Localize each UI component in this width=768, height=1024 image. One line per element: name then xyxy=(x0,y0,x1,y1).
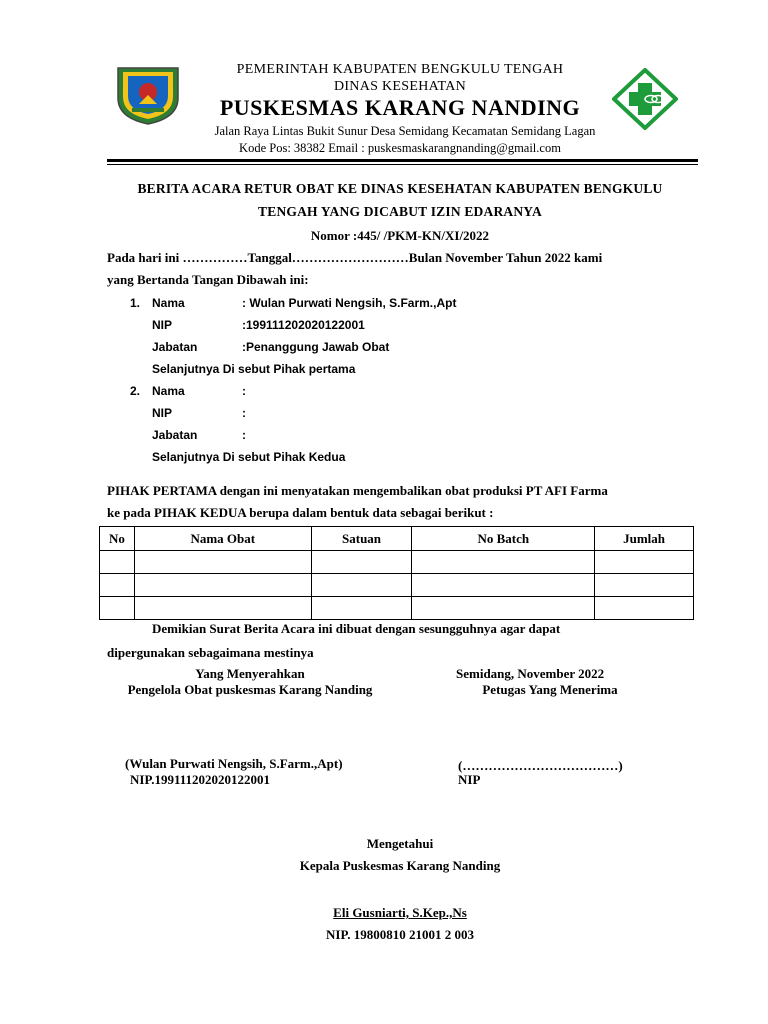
closing-line2: dipergunakan sebagaimana mestinya xyxy=(107,645,314,660)
column-header-satuan: Satuan xyxy=(311,527,412,551)
party2-nip-label: NIP xyxy=(152,406,173,420)
party1-note: Selanjutnya Di sebut Pihak pertama xyxy=(152,362,356,376)
column-header-no: No xyxy=(100,527,135,551)
party1-jabatan-value: :Penanggung Jawab Obat xyxy=(242,340,390,354)
left-signer-name: (Wulan Purwati Nengsih, S.Farm.,Apt) xyxy=(125,756,343,771)
table-cell xyxy=(100,574,135,597)
right-signer-nip: NIP xyxy=(458,772,481,787)
table-cell xyxy=(412,597,595,620)
column-header-jumlah: Jumlah xyxy=(595,527,694,551)
approval-label: Mengetahui xyxy=(366,836,434,851)
document-title-line1: BERITA ACARA RETUR OBAT KE DINAS KESEHATAN KABUPATEN BENGKULU xyxy=(137,181,663,196)
table-cell xyxy=(412,551,595,574)
party1-nip-value: :199111202020122001 xyxy=(242,318,365,332)
party1-name-value: : Wulan Purwati Nengsih, S.Farm.,Apt xyxy=(242,296,457,310)
party2-number: 2. xyxy=(130,384,141,398)
statement-line1: PIHAK PERTAMA dengan ini menyatakan mengembalikan obat produksi PT AFI Farma xyxy=(107,483,608,498)
header-address: Jalan Raya Lintas Bukit Sunur Desa Semidang Kecamatan Semidang Lagan xyxy=(214,124,596,138)
party1-jabatan-label: Jabatan xyxy=(152,340,198,354)
left-signer-nip: NIP.199111202020122001 xyxy=(130,772,271,787)
party2-nip-value: : xyxy=(242,406,246,420)
header-line-government: PEMERINTAH KABUPATEN BENGKULU TENGAH xyxy=(236,62,564,77)
table-cell xyxy=(412,574,595,597)
right-signer-name: (………………………………) xyxy=(458,758,623,773)
table-cell xyxy=(100,551,135,574)
right-signer-role: Petugas Yang Menerima xyxy=(482,682,618,697)
document-title-line2: TENGAH YANG DICABUT IZIN EDARANYA xyxy=(258,204,542,219)
party1-name-label: Nama xyxy=(152,296,185,310)
table-cell xyxy=(100,597,135,620)
table-row xyxy=(100,597,694,620)
table-cell xyxy=(595,574,694,597)
table-cell xyxy=(595,597,694,620)
column-header-no-batch: No Batch xyxy=(412,527,595,551)
table-row xyxy=(100,574,694,597)
left-signer-role2: Pengelola Obat puskesmas Karang Nanding xyxy=(127,682,373,697)
party2-jabatan-label: Jabatan xyxy=(152,428,198,442)
header-divider-thin xyxy=(107,164,698,165)
approval-name xyxy=(200,905,600,921)
party2-name-label: Nama xyxy=(152,384,185,398)
right-place-date: Semidang, November 2022 xyxy=(456,666,605,681)
kabupaten-emblem-logo xyxy=(112,64,184,126)
party2-note: Selanjutnya Di sebut Pihak Kedua xyxy=(152,450,346,464)
party1-number: 1. xyxy=(130,296,141,310)
document-number: Nomor :445/ /PKM-KN/XI/2022 xyxy=(310,228,490,243)
approval-name-text: Eli Gusniarti, S.Kep.,Ns xyxy=(333,905,467,920)
left-signer-role1: Yang Menyerahkan xyxy=(195,666,305,681)
returned-drugs-table xyxy=(99,526,694,620)
table-cell xyxy=(134,551,311,574)
table-header-row xyxy=(100,527,694,551)
party1-nip-label: NIP xyxy=(152,318,173,332)
intro-line1: Pada hari ini ……………Tanggal………………………Bulan November Tahun 2022 kami xyxy=(107,250,603,265)
statement-line2: ke pada PIHAK KEDUA berupa dalam bentuk data sebagai berikut : xyxy=(107,505,494,520)
table-cell xyxy=(311,574,412,597)
table-cell xyxy=(311,551,412,574)
approval-nip: NIP. 19800810 21001 2 003 xyxy=(326,927,474,942)
header-divider-thick xyxy=(107,159,698,162)
table-cell xyxy=(311,597,412,620)
closing-line1: Demikian Surat Berita Acara ini dibuat dengan sesungguhnya agar dapat xyxy=(152,621,561,636)
party2-name-value: : xyxy=(242,384,246,398)
table-row xyxy=(100,551,694,574)
party2-jabatan-value: : xyxy=(242,428,246,442)
header-contact: Kode Pos: 38382 Email : puskesmaskarangnanding@gmail.com xyxy=(239,141,561,155)
table-cell xyxy=(595,551,694,574)
table-cell xyxy=(134,597,311,620)
puskesmas-cross-logo xyxy=(612,68,678,130)
header-line-dinas: DINAS KESEHATAN xyxy=(333,79,467,94)
table-cell xyxy=(134,574,311,597)
intro-line2: yang Bertanda Tangan Dibawah ini: xyxy=(107,272,309,287)
header-title: PUSKESMAS KARANG NANDING xyxy=(219,95,581,120)
approval-role: Kepala Puskesmas Karang Nanding xyxy=(299,858,501,873)
column-header-nama-obat: Nama Obat xyxy=(134,527,311,551)
